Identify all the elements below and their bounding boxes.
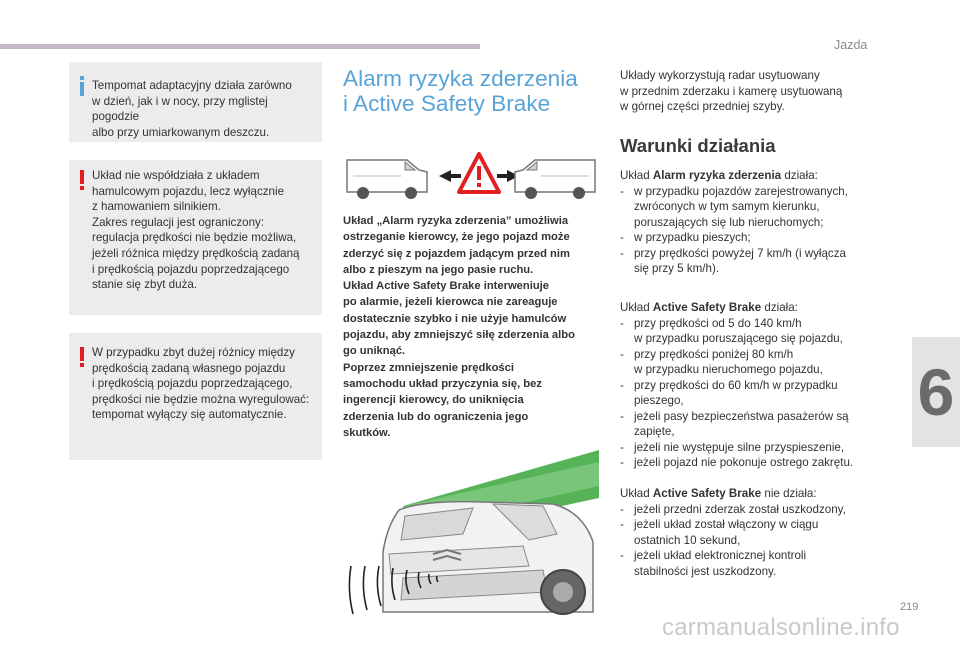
conditions-intro: Układ Alarm ryzyka zderzenia działa: xyxy=(620,169,818,182)
list-item: - przy prędkości powyżej 7 km/h (i wyłącza się przy 5 km/h). xyxy=(620,246,846,275)
warning-note-2 xyxy=(69,333,322,460)
system-description: Układ „Alarm ryzyka zderzenia” umożliwia ostrzeganie kierowcy, że jego pojazd może zderzyć się z pojazdem jadącym przed nim albo z pieszym na jego pasie ruchu. Układ Active Safety Brake interweniuje po alarmie, jeżeli kierowca nie zareaguje dostatecznie szybko i nie użyje hamulców pojazdu, aby zmniejszyć siłę zderzenia albo go uniknąć. Poprzez zmniejszenie prędkości samochodu układ przyczynia się, bez ingerencji kierowcy, do uniknięcia zderzenia lub do ograniczenia jego skutków. xyxy=(343,215,575,439)
info-note-text: Tempomat adaptacyjny działa zarówno w dzień, jak i w nocy, przy mglistej pogodzie albo przy umiarkowanym deszczu. xyxy=(92,79,292,139)
exclamation-icon xyxy=(79,347,85,370)
van-left-icon xyxy=(347,160,427,199)
list-item: - jeżeli nie występuje silne przyspieszenie, xyxy=(620,440,845,454)
page-number: 219 xyxy=(900,601,919,613)
list-item: - jeżeli pasy bezpieczeństwa pasażerów są zapięte, xyxy=(620,409,849,438)
collision-warning-illustration xyxy=(343,148,599,209)
list-item: - jeżeli układ został włączony w ciągu ostatnich 10 sekund, xyxy=(620,518,819,547)
warning-note-1-text: Układ nie współdziała z układem hamulcowym pojazdu, lecz wyłącznie z hamowaniem silnikiem. Zakres regulacji jest ograniczony: regulacja prędkości nie będzie możliwa, jeżeli różnica między prędkością zadaną i prędkością pojazdu poprzedzającego stanie się zbyt duża. xyxy=(92,169,300,292)
conditions-intro: Układ Active Safety Brake nie działa: xyxy=(620,487,817,500)
warning-triangle-icon xyxy=(459,154,499,192)
info-note xyxy=(69,62,322,142)
conditions-block-3 xyxy=(620,486,882,579)
list-item: - jeżeli układ elektronicznej kontroli stabilności jest uszkodzony. xyxy=(620,549,807,578)
page-title: Alarm ryzyka zderzenia i Active Safety Brake xyxy=(343,66,578,116)
van-right-icon xyxy=(515,160,595,199)
info-icon xyxy=(79,76,85,99)
section-heading: Warunki działania xyxy=(620,135,776,156)
top-accent-bar xyxy=(0,44,480,49)
conditions-intro: Układ Active Safety Brake działa: xyxy=(620,301,798,314)
conditions-block-2 xyxy=(620,300,882,471)
list-item: - jeżeli przedni zderzak został uszkodzony, xyxy=(620,502,846,516)
radar-vehicle-illustration xyxy=(343,442,599,627)
warning-note-1 xyxy=(69,160,322,315)
exclamation-icon xyxy=(79,170,85,193)
warning-note-2-text: W przypadku zbyt dużej różnicy między prędkością zadaną własnego pojazdu i prędkością pojazdu poprzedzającego, prędkości nie będzie można wyregulować: tempomat wyłączy się automatycznie. xyxy=(92,346,310,422)
list-item: - w przypadku pojazdów zarejestrowanych, zwróconych w tym samym kierunku, poruszających się lub nieruchomych; xyxy=(620,184,848,229)
list-item: - przy prędkości od 5 do 140 km/h w przypadku poruszającego się pojazdu, xyxy=(620,316,843,345)
watermark: carmanualsonline.info xyxy=(662,614,900,641)
list-item: - jeżeli pojazd nie pokonuje ostrego zakrętu. xyxy=(620,456,854,469)
vehicle-front-icon xyxy=(383,502,593,614)
sensor-info: Układy wykorzystują radar usytuowany w przednim zderzaku i kamerę usytuowaną w górnej części przedniej szyby. xyxy=(620,69,843,113)
chapter-tab: 6 xyxy=(912,337,960,447)
conditions-block-1 xyxy=(620,168,882,277)
list-item: - przy prędkości do 60 km/h w przypadku pieszego, xyxy=(620,378,838,407)
list-item: - w przypadku pieszych; xyxy=(620,231,751,244)
list-item: - przy prędkości poniżej 80 km/h w przypadku nieruchomego pojazdu, xyxy=(620,347,823,376)
section-label: Jazda xyxy=(834,38,868,52)
